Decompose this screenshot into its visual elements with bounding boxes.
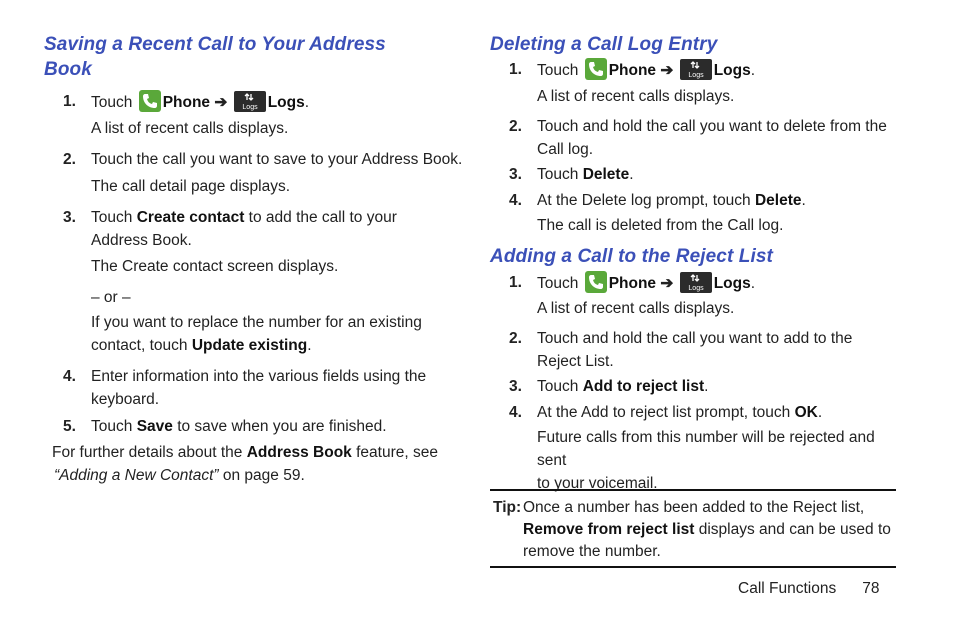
left-step-5: 5. Touch Save to save when you are finished. <box>63 418 387 435</box>
footer-section: Call Functions <box>738 580 837 597</box>
left-step-4: 4. Enter information into the various fields using the keyboard. <box>63 368 427 408</box>
svg-text:Logs: Logs <box>688 285 704 292</box>
left-column: Saving a Recent Call to Your Address Book 1. Touch Phone ➔ Logs Logs. A list of recent calls displays. 2. Touch the call you want to save to your Address Book. The call detail page displays. 3. Touch Create contact to add the call to your Address Book. The Create contact screen displays. – or – If you want to replace the number for an existing contact, touch Update existing. 4. Enter information into the various fields using the keyboard. 5. Touch Save to save when you are finished. For further details about the Address Book feature, see “Adding a New Contact” on page 59. <box>44 32 464 487</box>
section-heading-reject-list: Adding a Call to the Reject List <box>490 246 773 267</box>
delete-step-1: 1. Touch Phone ➔ Logs Logs. <box>490 58 900 82</box>
delete-step-2: 2. Touch and hold the call you want to delete from the Call log. <box>509 118 887 158</box>
logs-icon <box>234 91 266 112</box>
reject-step-2: 2. Touch and hold the call you want to add to the Reject List. <box>509 330 853 370</box>
svg-text:Logs: Logs <box>688 72 704 79</box>
delete-step-4: 4. At the Delete log prompt, touch Delete. <box>509 192 806 209</box>
phone-icon <box>585 58 607 80</box>
section-heading-deleting-call-log: Deleting a Call Log Entry <box>490 34 718 55</box>
left-step-3: 3. Touch Create contact to add the call to your Address Book. <box>63 209 397 249</box>
left-step-2: 2. Touch the call you want to save to your Address Book. <box>63 151 463 168</box>
further-details: For further details about the Address Book feature, see “Adding a New Contact” on page 59. <box>52 444 438 484</box>
left-step-1: 1. Touch Phone ➔ Logs Logs. <box>44 90 464 114</box>
cross-reference-link[interactable]: “Adding a New Contact” <box>54 467 219 484</box>
reject-step-4: 4. At the Add to reject list prompt, touch OK. <box>509 404 823 421</box>
svg-text:Logs: Logs <box>242 104 258 111</box>
tip-text: Once a number has been added to the Reject list, Remove from reject list displays and can be used to remove the number. <box>523 499 891 560</box>
delete-step-3: 3. Touch Delete. <box>509 166 634 183</box>
logs-icon <box>680 272 712 293</box>
tip-label: Tip: <box>493 499 522 516</box>
page-footer <box>738 578 879 600</box>
section-heading-save-to-address-book: Saving a Recent Call to Your Address Book <box>44 34 386 80</box>
phone-icon <box>139 90 161 112</box>
reject-step-1: 1. Touch Phone ➔ Logs Logs. <box>490 271 900 295</box>
logs-icon <box>680 59 712 80</box>
page-number: 78 <box>862 580 880 597</box>
right-column: Deleting a Call Log Entry 1. Touch Phone ➔ Logs Logs. A list of recent calls displays. 2. Touch and hold the call you want to delete from the Call log. 3. Touch Delete. 4. At the Delete log prompt, touch Delete. The call is deleted from the Call log. Adding a Call to the Reject List 1. Touch Phone ➔ Logs Logs. A list of recent calls displays. 2. Touch and hold the call you want to add to the Reject List. 3. Touch Add to reject list. 4. At the Add to reject list prompt, touch OK. Future calls from this number will be rejected and sent to your voicemail. <box>490 32 900 495</box>
reject-step-3: 3. Touch Add to reject list. <box>509 378 709 395</box>
phone-icon <box>585 271 607 293</box>
tip-box <box>490 489 896 568</box>
